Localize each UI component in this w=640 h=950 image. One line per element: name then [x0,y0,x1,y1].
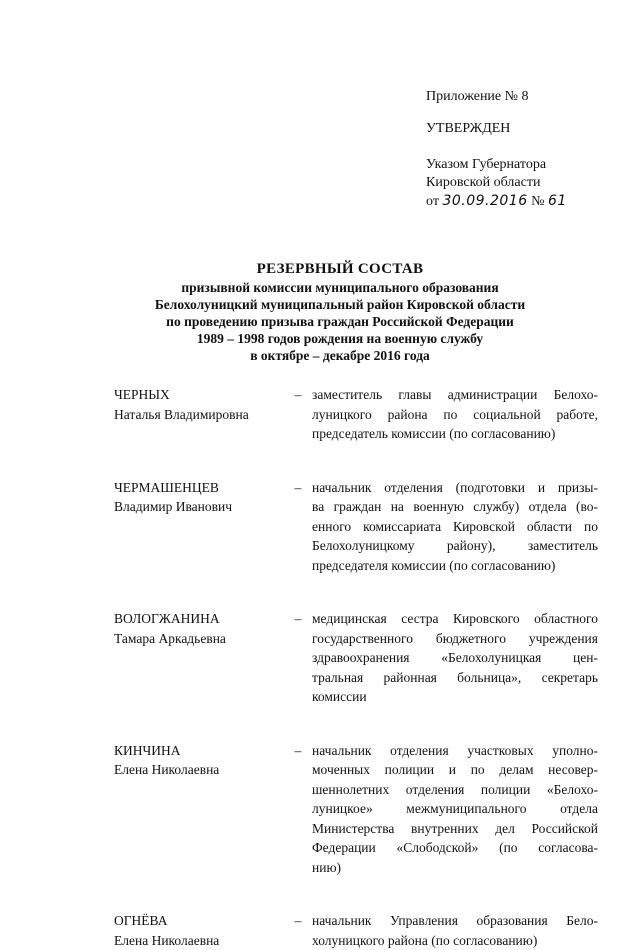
member-role-line: луницкое» межмуниципального отдела [312,799,598,819]
member-surname: КИНЧИНА [114,741,284,761]
member-row [114,478,604,576]
member-role [312,911,598,950]
member-row [114,385,604,444]
member-name [114,609,284,707]
member-surname: ОГНЁВА [114,911,284,931]
member-row [114,911,604,950]
date-prefix: от [426,194,439,209]
member-dash: – [284,609,312,707]
member-role [312,478,598,576]
member-surname: ЧЕРМАШЕНЦЕВ [114,478,284,498]
title-line: по проведению призыва граждан Российской Федерации [60,313,620,330]
member-row [114,609,604,707]
member-role-line: медицинская сестра Кировского областного [312,609,598,629]
member-role-line: заместитель главы администрации Белохо- [312,385,598,405]
member-role-line: начальник Управления образования Бело- [312,911,598,931]
member-row [114,741,604,878]
member-role-line: холуницкого района (по согласованию) [312,931,598,950]
member-role-line: комиссии [312,687,598,707]
document-title [60,260,620,364]
title-line: в октябре – декабре 2016 года [60,347,620,364]
member-role-line: енного комиссариата Кировской области по [312,517,598,537]
member-role-line: начальник отделения участковых уполно- [312,741,598,761]
approval-block [426,88,626,211]
member-dash: – [284,911,312,950]
member-name [114,911,284,950]
member-role-line: Белохолуницкому району), заместитель [312,536,598,556]
member-role-line: здравоохранения «Белохолуницкая цен- [312,648,598,668]
member-name [114,478,284,576]
title-main: РЕЗЕРВНЫЙ СОСТАВ [60,260,620,279]
decree-line-1: Указом Губернатора [426,156,626,174]
member-role-line: ва граждан на военную службу) отдела (во- [312,497,598,517]
member-role-line: государственного бюджетного учреждения [312,629,598,649]
title-line: Белохолуницкий муниципальный район Кировской области [60,296,620,313]
title-line: 1989 – 1998 годов рождения на военную службу [60,330,620,347]
member-dash: – [284,478,312,576]
member-given-name: Наталья Владимировна [114,405,284,425]
member-name [114,385,284,444]
member-role-line: моченных полиции и по делам несовер- [312,760,598,780]
approved-label: УТВЕРЖДЕН [426,120,626,138]
member-given-name: Владимир Иванович [114,497,284,517]
member-role [312,741,598,878]
number-prefix: № [531,194,544,209]
member-role-line: Министерства внутренних дел Российской [312,819,598,839]
member-given-name: Елена Николаевна [114,760,284,780]
member-role-line: луницкого района по социальной работе, [312,405,598,425]
member-role-line: Федерации «Слободской» (по согласова- [312,838,598,858]
title-line: призывной комиссии муниципального образования [60,279,620,296]
appendix-label: Приложение № 8 [426,88,626,106]
handwritten-number: 61 [548,193,567,209]
member-role-line: председателя комиссии (по согласованию) [312,556,598,576]
member-role-line: шеннолетних отделения полиции «Белохо- [312,780,598,800]
member-role [312,609,598,707]
handwritten-date: 30.09.2016 [442,193,527,209]
member-role-line: председатель комиссии (по согласованию) [312,424,598,444]
member-surname: ЧЕРНЫХ [114,385,284,405]
member-role-line: тральная районная больница», секретарь [312,668,598,688]
decree-date-line [426,192,626,211]
member-role-line: начальник отделения (подготовки и призы- [312,478,598,498]
member-given-name: Елена Николаевна [114,931,284,950]
member-name [114,741,284,878]
member-surname: ВОЛОГЖАНИНА [114,609,284,629]
members-list [114,385,604,950]
member-role-line: нию) [312,858,598,878]
decree-line-2: Кировской области [426,174,626,192]
member-dash: – [284,741,312,878]
member-role [312,385,598,444]
member-given-name: Тамара Аркадьевна [114,629,284,649]
member-dash: – [284,385,312,444]
